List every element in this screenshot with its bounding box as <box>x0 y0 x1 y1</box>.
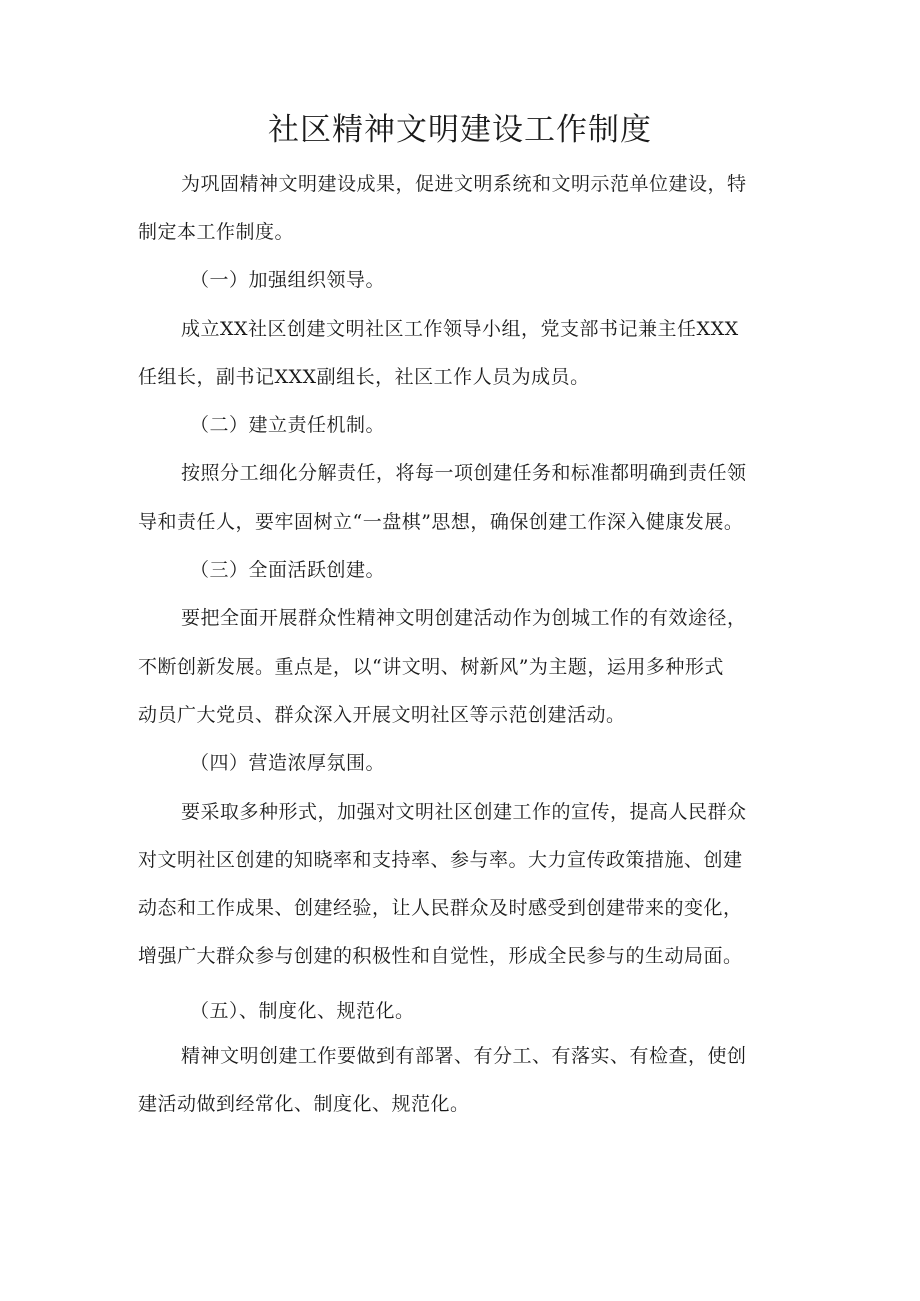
section-3-line-1: 要把全面开展群众性精神文明创建活动作为创城工作的有效途径， <box>181 607 747 629</box>
section-2-line-1: 按照分工细化分解责任，将每一项创建任务和标准都明确到责任领 <box>181 462 747 484</box>
section-3-line-3: 动员广大党员、群众深入开展文明社区等示范创建活动。 <box>138 704 626 726</box>
document-title: 社区精神文明建设工作制度 <box>268 112 652 148</box>
section-5-line-2: 建活动做到经常化、制度化、规范化。 <box>138 1093 470 1115</box>
section-heading-3: （三）全面活跃创建。 <box>190 559 386 581</box>
section-3-line-2: 不断创新发展。重点是，以“讲文明、树新风”为主题，运用多种形式 <box>138 656 724 678</box>
section-4-line-3: 动态和工作成果、创建经验，让人民群众及时感受到创建带来的变化， <box>138 897 743 919</box>
section-1-line-1: 成立XX社区创建文明社区工作领导小组，党支部书记兼主任XXX <box>181 318 739 340</box>
section-4-line-2: 对文明社区创建的知晓率和支持率、参与率。大力宣传政策措施、创建 <box>138 849 743 871</box>
section-heading-5: （五）、制度化、规范化。 <box>190 1000 415 1022</box>
section-4-line-1: 要采取多种形式，加强对文明社区创建工作的宣传，提高人民群众 <box>181 801 747 823</box>
section-4-line-4: 增强广大群众参与创建的积极性和自觉性，形成全民参与的生动局面。 <box>138 945 743 967</box>
section-1-line-2: 任组长，副书记XXX副组长，社区工作人员为成员。 <box>138 366 590 388</box>
section-heading-1: （一）加强组织领导。 <box>190 269 386 291</box>
intro-line-1: 为巩固精神文明建设成果，促进文明系统和文明示范单位建设，特 <box>181 173 747 195</box>
intro-line-2: 制定本工作制度。 <box>138 221 295 243</box>
section-heading-4: （四）营造浓厚氛围。 <box>190 752 386 774</box>
section-5-line-1: 精神文明创建工作要做到有部署、有分工、有落实、有检查，使创 <box>181 1045 747 1067</box>
section-heading-2: （二）建立责任机制。 <box>190 414 386 436</box>
section-2-line-2: 导和责任人，要牢固树立“一盘棋”思想，确保创建工作深入健康发展。 <box>138 511 744 533</box>
